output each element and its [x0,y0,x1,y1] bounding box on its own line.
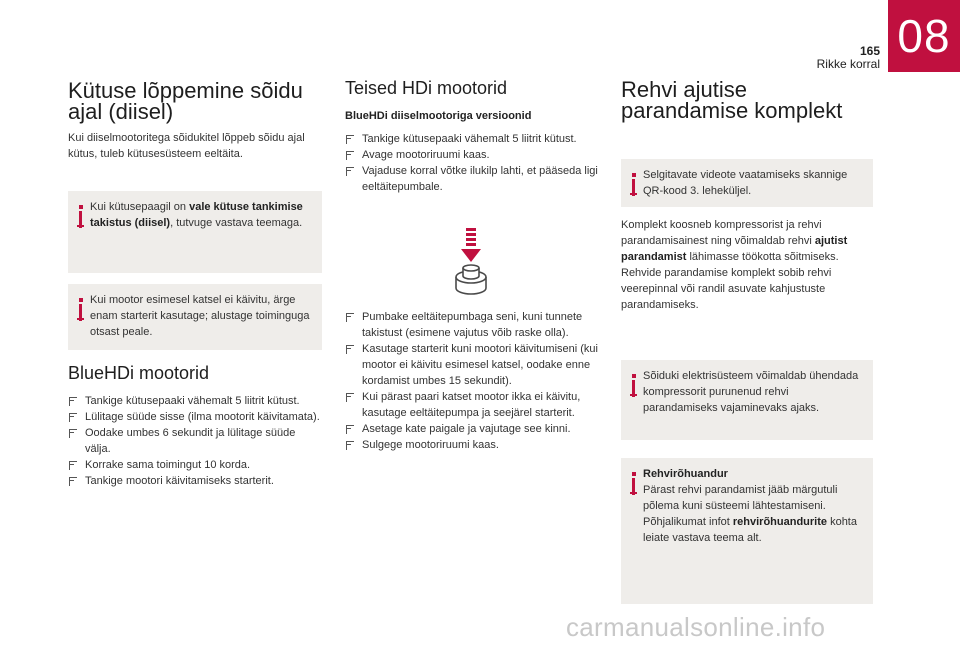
note-text: Selgitavate videote vaatamiseks skannige QR-kood 3. leheküljel. [643,169,848,197]
arrow-bullet-icon [68,397,77,405]
watermark: carmanualsonline.info [566,612,826,642]
arrow-bullet-icon [345,425,354,433]
chapter-number-tab: 08 [888,0,960,72]
list-item: Oodake umbes 6 sekundit ja lülitage süüde välja. [68,425,324,457]
info-icon [631,374,639,396]
list-item: Kui pärast paari katset mootor ikka ei käivitu, kasutage eeltäitepumpa ja seejärel starterit. [345,389,603,421]
info-note-electrical [621,360,873,440]
list-item: Avage mootoriruumi kaas. [345,147,603,163]
list-item: Tankige mootori käivitamiseks starterit. [68,473,324,489]
info-note-engine-start [68,284,322,350]
info-note-qr-code [621,159,873,207]
arrow-bullet-icon [345,345,354,353]
priming-pump-icon [447,228,497,302]
list-item: Asetage kate paigale ja vajutage see kinni. [345,421,603,437]
list-item: Sulgege mootoriruumi kaas. [345,437,603,453]
title-line-1: Rehvi ajutise [621,77,747,102]
list-item: Tankige kütusepaaki vähemalt 5 liitrit kütust. [345,131,603,147]
list-item: Tankige kütusepaaki vähemalt 5 liitrit kütust. [68,393,324,409]
steps-prime [345,309,603,453]
arrow-bullet-icon [345,135,354,143]
arrow-bullet-icon [68,477,77,485]
subheading-other-hdi: Teised HDi mootorid [345,78,508,98]
subheading-bluehdi: BlueHDi mootorid [68,363,210,383]
title-line-2: ajal (diisel) [68,99,174,124]
list-item: Vajaduse korral võtke ilukilp lahti, et pääseda ligi eeltäitepumbale. [345,163,603,195]
section-name: Rikke korral [816,57,880,71]
arrow-bullet-icon [345,441,354,449]
note-text: Sõiduki elektrisüsteem võimaldab ühendada kompressorit purunenud rehvi parandamiseks vajaminevaks ajaks. [643,370,859,414]
note-text: Kui mootor esimesel katsel ei käivitu, ärge enam starterit kasutage; alustage toiminguga otsast peale. [90,294,310,338]
arrow-bullet-icon [68,413,77,421]
list-item: Pumbake eeltäitepumbaga seni, kuni tunnete takistust (esimene vajutus võib raske olla). [345,309,603,341]
note-text: Rehvirõhuandur Pärast rehvi parandamist jääb märgutuli põlema kuni süsteemi lähtestamiseni. Põhjalikumat infot rehvirõhuandurite kohta leiate vastava teema alt. [643,466,863,546]
intro-text: Kui diiselmootoritega sõidukitel lõppeb sõidu ajal kütus, tuleb kütusesüsteem eeltäita. [68,132,305,160]
title-line-2: parandamise komplekt [621,98,843,123]
steps-bluehdi [68,393,324,489]
arrow-bullet-icon [345,151,354,159]
bold-heading-versions: BlueHDi diiselmootoriga versioonid [345,110,532,122]
arrow-bullet-icon [68,429,77,437]
arrow-bullet-icon [345,167,354,175]
arrow-bullet-icon [345,393,354,401]
intro-text: Komplekt koosneb kompressorist ja rehvi parandamisainest ning võimaldab rehvi ajutist parandamist lähimasse töökotta sõitmiseks. Rehvide parandamise komplekt sobib rehvi veerepinnal või randil asuvate kahjustuste parandamiseks. [621,219,848,311]
title-line-1: Kütuse lõppemine sõidu [68,78,303,103]
list-item: Lülitage süüde sisse (ilma mootorit käivitamata). [68,409,324,425]
arrow-bullet-icon [345,313,354,321]
info-icon [631,472,639,494]
steps-prepare [345,131,603,195]
info-icon [631,173,639,195]
page-number: 165 [859,44,880,58]
info-icon [78,298,86,320]
info-icon [78,205,86,227]
list-item: Kasutage starterit kuni mootori käivitumiseni (kui mootor ei käivitu esimesel katsel, oodake enne kordamist umbes 15 sekundit). [345,341,603,389]
info-note-tyre-pressure [621,458,873,604]
info-note-misfuel [68,191,322,273]
note-text: Kui kütusepaagil on vale kütuse tankimise takistus (diisel), tutvuge vastava teemaga. [90,201,303,229]
arrow-bullet-icon [68,461,77,469]
list-item: Korrake sama toimingut 10 korda. [68,457,324,473]
note-heading: Rehvirõhuandur [643,468,728,480]
